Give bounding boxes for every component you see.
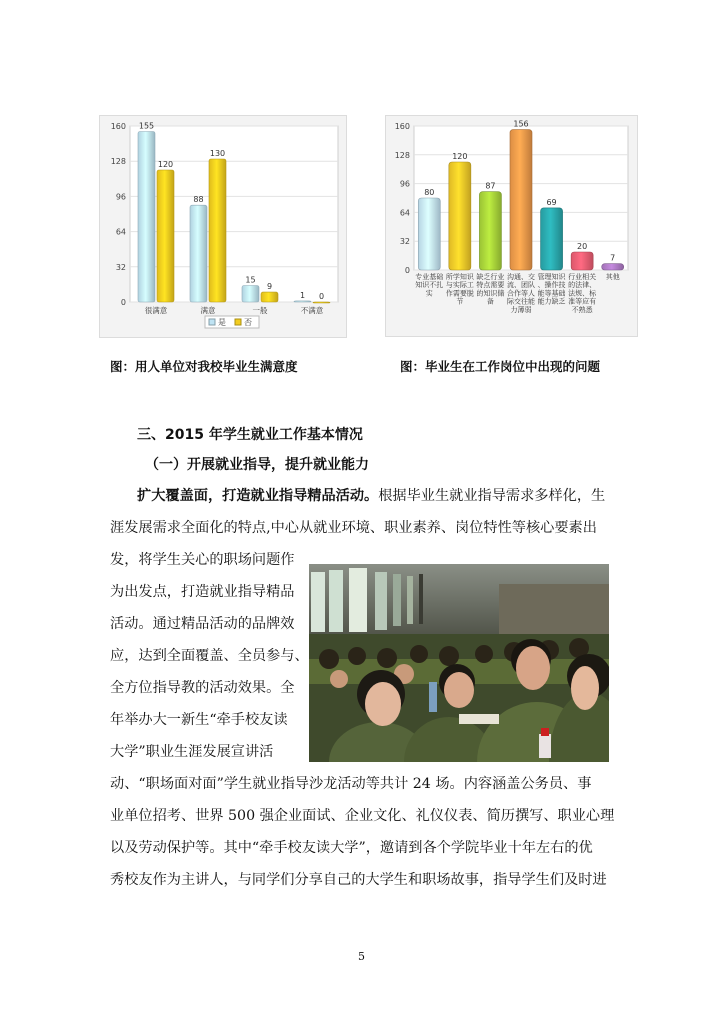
paragraph-line-11: 业单位招考、世界 500 强企业面试、企业文化、礼仪仪表、简历撰写、职业心理 [110, 808, 615, 824]
chart2-category-label: 沟通、交流、团队合作等人际交往能力薄弱 [507, 273, 535, 314]
chart2-bar [571, 252, 593, 270]
chart2-category-label: 专业基础知识不扎实 [415, 273, 444, 298]
paragraph-line-10: 动、“职场面对面”学生就业指导沙龙活动等共计 24 场。内容涵盖公务员、事 [110, 776, 592, 792]
paragraph-line-13: 秀校友作为主讲人，与同学们分享自己的大学生和职场故事，指导学生们及时进 [110, 872, 607, 888]
caption-left: 图：用人单位对我校毕业生满意度 [110, 359, 298, 374]
chart1-data-label: 88 [193, 195, 204, 205]
chart2-category-label: 缺乏行业特点需要的知识储备 [476, 273, 505, 306]
chart1-category-label: 一般 [252, 306, 268, 315]
paragraph-line-9: 大学”职业生涯发展宣讲活 [110, 744, 274, 760]
chart2-y-tick-label: 128 [394, 150, 410, 160]
paragraph-line-2: 涯发展需求全面化的特点,中心从就业环境、职业素养、岗位特性等核心要素出 [110, 520, 597, 536]
chart2-y-tick-label: 32 [399, 237, 410, 247]
chart2-y-tick-label: 96 [399, 179, 410, 189]
chart2-data-label: 87 [485, 181, 496, 191]
chart1-bar [313, 302, 330, 303]
chart1-bar [157, 170, 174, 302]
chart1-bar [261, 292, 278, 302]
chart2-category-label: 其他 [605, 273, 620, 281]
paragraph-line-3: 发，将学生关心的职场问题作 [110, 552, 295, 568]
paragraph-line-1-text: 根据毕业生就业指导需求多样化，生 [378, 488, 606, 504]
chart2-y-tick-label: 160 [394, 122, 410, 131]
chart1-bar [209, 159, 226, 302]
paragraph-line-8: 年举办大一新生“牵手校友读 [110, 712, 288, 728]
chart1-category-label: 满意 [200, 306, 216, 315]
chart1-y-tick-label: 64 [115, 227, 126, 237]
chart2-y-tick-label: 64 [399, 208, 410, 218]
paragraph-line-5: 活动。通过精品活动的品牌效 [110, 616, 295, 632]
page-number: 5 [358, 950, 365, 963]
chart1-data-label: 1 [299, 290, 306, 300]
chart1-bar [138, 132, 155, 303]
chart2-data-label: 120 [452, 152, 468, 161]
paragraph-line-1 [137, 486, 605, 506]
chart2-category-label: 所学知识与实际工作需要脱节 [445, 273, 474, 306]
chart2-category-label: 管理知识、操作技能等基础能力缺乏 [537, 273, 566, 306]
chart1-category-label: 很满意 [144, 306, 168, 315]
problems-chart [385, 115, 638, 337]
chart2-y-tick-label: 0 [404, 266, 410, 275]
chart2-bar [541, 208, 563, 270]
chart1-legend-label: 是 [218, 318, 226, 327]
chart1-data-label: 130 [209, 149, 226, 158]
paragraph-line-6: 应，达到全面覆盖、全员参与、 [110, 648, 309, 664]
paragraph-line-7: 全方位指导教的活动效果。全 [110, 680, 295, 696]
chart2-bar [602, 264, 624, 270]
chart1-data-label: 120 [157, 160, 174, 169]
chart2-bar [449, 162, 471, 270]
satisfaction-chart [99, 115, 347, 338]
problems-chart-svg [386, 116, 637, 336]
chart1-y-tick-label: 32 [115, 262, 126, 272]
chart1-y-tick-label: 0 [120, 298, 126, 307]
chart1-category-label: 不满意 [300, 306, 324, 315]
caption-right: 图：毕业生在工作岗位中出现的问题 [400, 359, 601, 374]
chart2-data-label: 20 [577, 242, 588, 251]
paragraph-lead: 扩大覆盖面，打造就业指导精品活动。 [137, 488, 379, 504]
chart2-bar [510, 130, 532, 270]
chart1-bar [294, 301, 311, 302]
chart2-data-label: 69 [546, 197, 557, 207]
chart2-category-label: 行业相关的法律、法规、标准等应有不熟悉 [568, 273, 597, 314]
chart1-legend-swatch [235, 319, 241, 325]
chart1-data-label: 15 [245, 275, 256, 285]
chart2-data-label: 156 [513, 119, 529, 129]
section-heading: 三、2015 年学生就业工作基本情况 [137, 427, 363, 443]
chart1-y-tick-label: 128 [110, 157, 126, 167]
chart2-bar [418, 198, 440, 270]
chart1-y-tick-label: 160 [110, 122, 126, 131]
lecture-photo [309, 564, 609, 762]
chart2-data-label: 80 [424, 188, 435, 197]
subsection-heading: （一）开展就业指导，提升就业能力 [145, 457, 369, 473]
chart1-data-label: 9 [266, 282, 273, 292]
chart1-legend-swatch [209, 319, 215, 325]
chart1-bar [242, 286, 259, 303]
chart2-bar [479, 192, 501, 270]
paragraph-line-4: 为出发点，打造就业指导精品 [110, 584, 295, 600]
chart1-data-label: 155 [138, 121, 155, 131]
chart2-data-label: 7 [610, 253, 616, 263]
chart1-bar [190, 205, 207, 302]
chart1-legend [205, 316, 259, 328]
satisfaction-chart-svg [100, 116, 346, 337]
paragraph-line-12: 以及劳动保护等。其中“牵手校友读大学”，邀请到各个学院毕业十年左右的优 [110, 840, 593, 856]
lecture-photo-illustration [309, 564, 609, 762]
chart1-y-tick-label: 96 [115, 192, 126, 202]
chart1-data-label: 0 [318, 292, 325, 301]
chart1-legend-label: 否 [244, 318, 252, 327]
